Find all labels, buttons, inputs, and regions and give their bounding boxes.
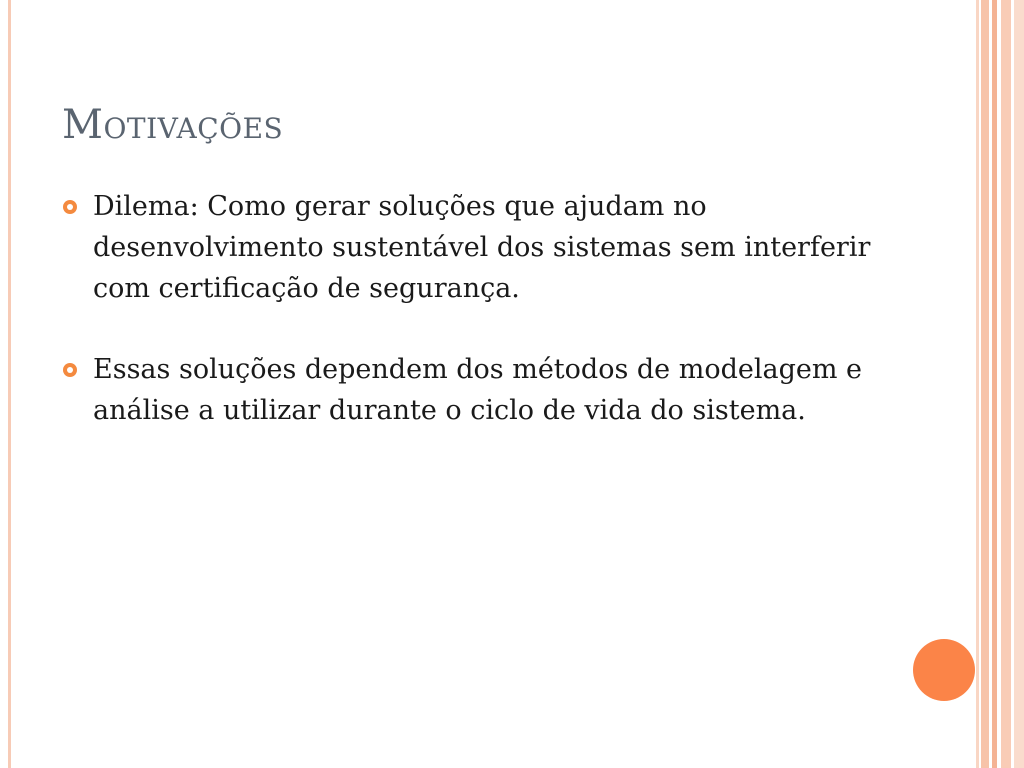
left-border-line [8,0,11,768]
ring-bullet-icon [63,363,77,377]
bullet-list [62,186,882,471]
slide-title: Motivações [62,102,284,148]
bullet-text: Dilema: Como gerar soluções que ajudam no desenvolvimento sustentável dos sistemas sem interferir com certificação de segurança. [93,191,871,304]
stripe [981,0,989,768]
stripe [1001,0,1011,768]
bullet-item [62,349,882,431]
right-decorative-stripes [976,0,1024,768]
bullet-item [62,186,882,309]
bullet-text: Essas soluções dependem dos métodos de modelagem e análise a utilizar durante o ciclo de vida do sistema. [93,354,863,426]
ring-bullet-icon [63,200,77,214]
stripe [1014,0,1024,768]
orange-circle-decoration [913,639,975,701]
